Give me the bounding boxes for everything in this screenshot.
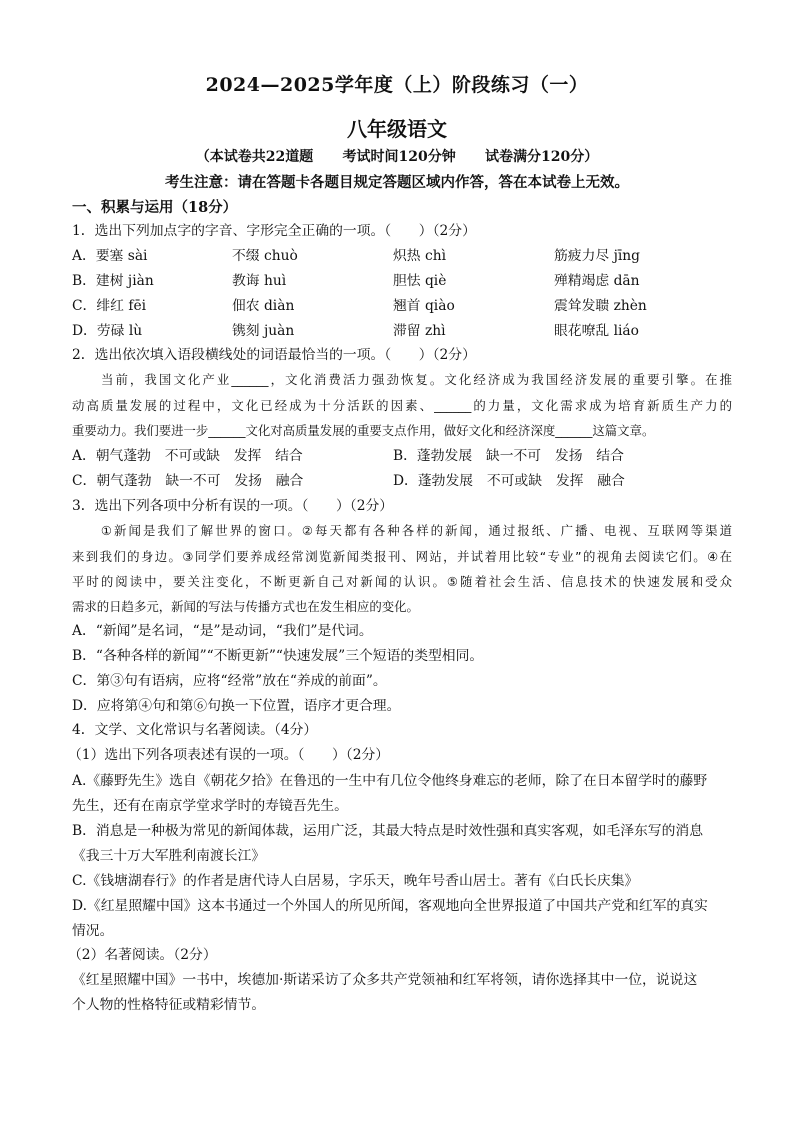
q1-cell: 镌刻 juàn bbox=[232, 323, 295, 339]
q3-passage-line: 来到我们的身边。③同学们要养成经常浏览新闻类报刊、网站，并试着用比较“专业”的视角去阅读它们。④在 bbox=[72, 549, 732, 564]
q2-options-row bbox=[72, 471, 732, 491]
q4-sub1-stem: （1）选出下列各项表述有误的一项。（ ）（2分） bbox=[68, 747, 390, 763]
q2-option-b: B．蓬勃发展 缺一不可 发扬 结合 bbox=[393, 448, 624, 464]
q1-cell: 滞留 zhì bbox=[393, 323, 446, 339]
exam-notice: 考生注意：请在答题卡各题目规定答题区域内作答，答在本试卷上无效。 bbox=[165, 174, 629, 191]
q1-cell: 佃农 diàn bbox=[232, 298, 295, 314]
exam-title: 2024—2025学年度（上）阶段练习（一） bbox=[205, 74, 589, 96]
q3-passage-line: 需求的日趋多元，新闻的写法与传播方式也在发生相应的变化。 bbox=[72, 599, 419, 614]
q1-cell: 翘首 qiào bbox=[393, 298, 455, 314]
q2-passage-line: 当前，我国文化产业______，文化消费活力强劲恢复。文化经济成为我国经济发展的重要引擎。在推 bbox=[72, 372, 732, 387]
q1-row-d bbox=[72, 321, 732, 341]
q3-option-c: C．第③句有语病，应将“经常”放在“养成的前面”。 bbox=[72, 673, 387, 689]
q3-option-a: A．“新闻”是名词，“是”是动词，“我们”是代词。 bbox=[72, 623, 373, 639]
q4-option-line: C.《钱塘湖春行》的作者是唐代诗人白居易，字乐天，晚年号香山居士。著有《白氏长庆集》 bbox=[72, 873, 639, 889]
q4-option-line: 《我三十万大军胜利南渡长江》 bbox=[72, 848, 266, 864]
q4-option-line: 先生，还有在南京学堂求学时的寿镜吾先生。 bbox=[72, 798, 348, 814]
q2-stem: 2．选出依次填入语段横线处的词语最恰当的一项。（ ）（2分） bbox=[72, 347, 476, 363]
exam-info: （本试卷共22道题 考试时间120分钟 试卷满分120分） bbox=[195, 149, 599, 165]
q1-cell: 殚精竭虑 dān bbox=[554, 273, 640, 289]
q2-passage-line: 重要动力。我们要进一步______文化对高质量发展的重要支点作用，做好文化和经济深度______这篇文章。 bbox=[72, 423, 655, 438]
q1-cell: B．建树 jiàn bbox=[72, 273, 154, 289]
q2-option-a: A．朝气蓬勃 不可或缺 发挥 结合 bbox=[72, 448, 303, 464]
q2-passage-line: 动高质量发展的过程中，文化已经成为十分活跃的因素、______的力量，文化需求成为培育新质生产力的 bbox=[72, 398, 732, 413]
q1-cell: 炽热 chì bbox=[393, 248, 447, 264]
q4-sub2-stem: （2）名著阅读。（2分） bbox=[68, 947, 217, 963]
q1-cell: 教诲 huì bbox=[232, 273, 287, 289]
q1-row-c bbox=[72, 296, 732, 316]
q3-passage-line: 平时的阅读中，要关注变化，不断更新自己对新闻的认识。⑤随着社会生活、信息技术的快速发展和受众 bbox=[72, 574, 732, 589]
q1-row-b bbox=[72, 271, 732, 291]
q1-cell: 不缀 chuò bbox=[232, 248, 298, 264]
q4-sub2-line: 《红星照耀中国》一书中，埃德加·斯诺采访了众多共产党领袖和红军将领，请你选择其中一位，说说这 bbox=[72, 972, 698, 988]
q4-option-line: D.《红星照耀中国》这本书通过一个外国人的所见所闻，客观地向全世界报道了中国共产党和红军的真实 bbox=[72, 898, 708, 914]
q4-option-line: B．消息是一种极为常见的新闻体裁，运用广泛，其最大特点是时效性强和真实客观，如毛泽东写的消息 bbox=[72, 823, 703, 839]
q2-option-c: C．朝气蓬勃 缺一不可 发扬 融合 bbox=[72, 473, 304, 489]
section-heading: 一、积累与运用（18分） bbox=[72, 199, 238, 216]
q4-option-line: A.《藤野先生》选自《朝花夕拾》在鲁迅的一生中有几位令他终身难忘的老师，除了在日本留学时的藤野 bbox=[72, 773, 708, 789]
q1-stem: 1．选出下列加点字的字音、字形完全正确的一项。（ ）（2分） bbox=[72, 223, 476, 239]
q1-cell: 筋疲力尽 jīng bbox=[554, 248, 640, 264]
q1-cell: C．绯红 fēi bbox=[72, 298, 147, 314]
q1-cell: 眼花嘹乱 liáo bbox=[554, 323, 639, 339]
q2-options-row bbox=[72, 446, 732, 466]
q1-cell: 震耸发聩 zhèn bbox=[554, 298, 647, 314]
q4-stem: 4．文学、文化常识与名著阅读。（4分） bbox=[72, 722, 318, 738]
q1-cell: 胆怯 qiè bbox=[393, 273, 447, 289]
q3-option-d: D．应将第④句和第⑥句换一下位置，语序才更合理。 bbox=[72, 698, 401, 714]
q3-option-b: B．“各种各样的新闻”“不断更新”“快速发展”三个短语的类型相同。 bbox=[72, 648, 484, 664]
q1-cell: A．要塞 sài bbox=[72, 248, 148, 264]
exam-subject: 八年级语文 bbox=[347, 117, 447, 141]
q3-passage-line: ①新闻是我们了解世界的窗口。②每天都有各种各样的新闻，通过报纸、广播、电视、互联网等渠道 bbox=[72, 523, 732, 538]
q4-sub2-line: 个人物的性格特征或精彩情节。 bbox=[72, 997, 266, 1013]
q1-cell: D．劳碌 lù bbox=[72, 323, 143, 339]
q4-option-line: 情况。 bbox=[72, 923, 114, 939]
q3-stem: 3．选出下列各项中分析有误的一项。（ ）（2分） bbox=[72, 498, 394, 514]
q1-row-a bbox=[72, 246, 732, 266]
q2-option-d: D．蓬勃发展 不可或缺 发挥 融合 bbox=[393, 473, 625, 489]
